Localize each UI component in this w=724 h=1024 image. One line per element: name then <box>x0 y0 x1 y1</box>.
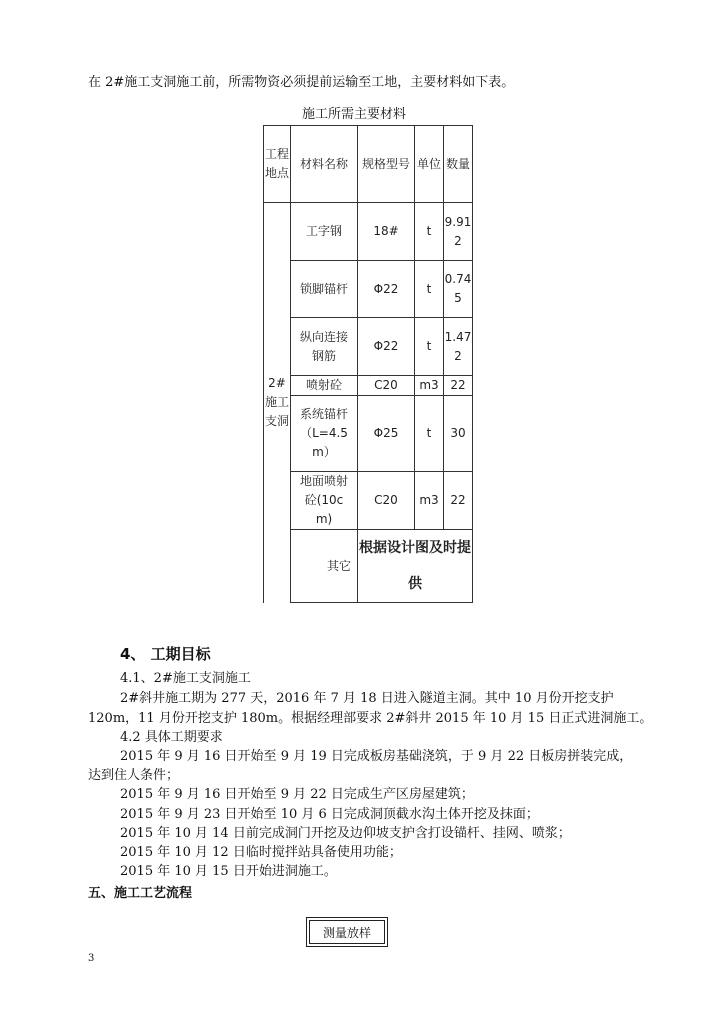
material-qty: 1.472 <box>444 318 473 376</box>
material-unit: t <box>415 396 444 472</box>
schedule-item: 2015 年 9 月 16 日开始至 9 月 19 日完成板房基础浇筑，于 9 月 22 日板房拼装完成， <box>120 749 633 764</box>
material-qty: 9.912 <box>444 203 473 261</box>
section4-para1-line2: 120m，11 月份开挖支护 180m。根据经理部要求 2#斜井 2015 年 10 月 15 日正式进洞施工。 <box>88 711 653 726</box>
site-cell: 2#施工支洞 <box>264 203 291 603</box>
material-name: 纵向连接钢筋 <box>291 318 358 376</box>
table-row <box>264 318 473 376</box>
material-spec: Φ25 <box>358 396 415 472</box>
flow-box-label: 测量放样 <box>322 925 371 940</box>
material-name: 系统锚杆（L=4.5m） <box>291 396 358 472</box>
header-material: 材料名称 <box>291 126 358 203</box>
material-name: 喷射砼 <box>291 376 358 396</box>
table-row <box>264 261 473 318</box>
schedule-item: 2015 年 10 月 12 日临时搅拌站具备使用功能； <box>120 845 402 860</box>
schedule-item: 2015 年 9 月 16 日开始至 9 月 22 日完成生产区房屋建筑； <box>120 787 474 802</box>
schedule-item: 2015 年 10 月 14 日前完成洞门开挖及边仰坡支护含打设锚杆、挂网、喷浆； <box>120 826 571 841</box>
header-site: 工程地点 <box>264 126 291 203</box>
table-row <box>264 203 473 261</box>
schedule-item: 2015 年 9 月 23 日开始至 10 月 6 日完成洞顶截水沟土体开挖及抹面； <box>120 807 539 822</box>
flow-box-survey <box>306 917 388 947</box>
material-spec: C20 <box>358 472 415 530</box>
section4-para1-line1: 2#斜井施工期为 277 天，2016 年 7 月 18 日进入隧道主洞。其中 10 月份开挖支护 <box>120 691 614 706</box>
material-unit: m3 <box>415 376 444 396</box>
material-qty: 30 <box>444 396 473 472</box>
material-unit: t <box>415 261 444 318</box>
table-row-other <box>264 530 473 603</box>
header-qty: 数量 <box>444 126 473 203</box>
schedule-item: 达到住人条件； <box>88 768 180 783</box>
material-spec: Φ22 <box>358 261 415 318</box>
materials-table <box>263 125 473 603</box>
material-spec: C20 <box>358 376 415 396</box>
other-value: 根据设计图及时提供 <box>358 530 473 603</box>
section5-heading: 五、施工工艺流程 <box>88 886 193 901</box>
section4-sub1: 4.1、2#施工支洞施工 <box>120 671 251 686</box>
material-name: 地面喷射砼(10cm) <box>291 472 358 530</box>
table-caption: 施工所需主要材料 <box>302 107 407 122</box>
table-row <box>264 396 473 472</box>
table-row <box>264 376 473 396</box>
other-label: 其它 <box>291 530 358 603</box>
table-row <box>264 472 473 530</box>
material-qty: 0.745 <box>444 261 473 318</box>
section4-sub2: 4.2 具体工期要求 <box>120 730 223 745</box>
schedule-item: 2015 年 10 月 15 日开始进洞施工。 <box>120 864 337 879</box>
intro-paragraph: 在 2#施工支洞施工前，所需物资必须提前运输至工地，主要材料如下表。 <box>88 75 515 90</box>
material-spec: Φ22 <box>358 318 415 376</box>
header-unit: 单位 <box>415 126 444 203</box>
material-unit: t <box>415 318 444 376</box>
header-spec: 规格型号 <box>358 126 415 203</box>
material-unit: t <box>415 203 444 261</box>
material-qty: 22 <box>444 376 473 396</box>
material-name: 工字钢 <box>291 203 358 261</box>
table-header-row <box>264 126 473 203</box>
section4-heading: 4、 工期目标 <box>120 645 211 663</box>
page-number: 3 <box>88 953 95 964</box>
material-spec: 18# <box>358 203 415 261</box>
material-name: 锁脚锚杆 <box>291 261 358 318</box>
material-qty: 22 <box>444 472 473 530</box>
material-unit: m3 <box>415 472 444 530</box>
